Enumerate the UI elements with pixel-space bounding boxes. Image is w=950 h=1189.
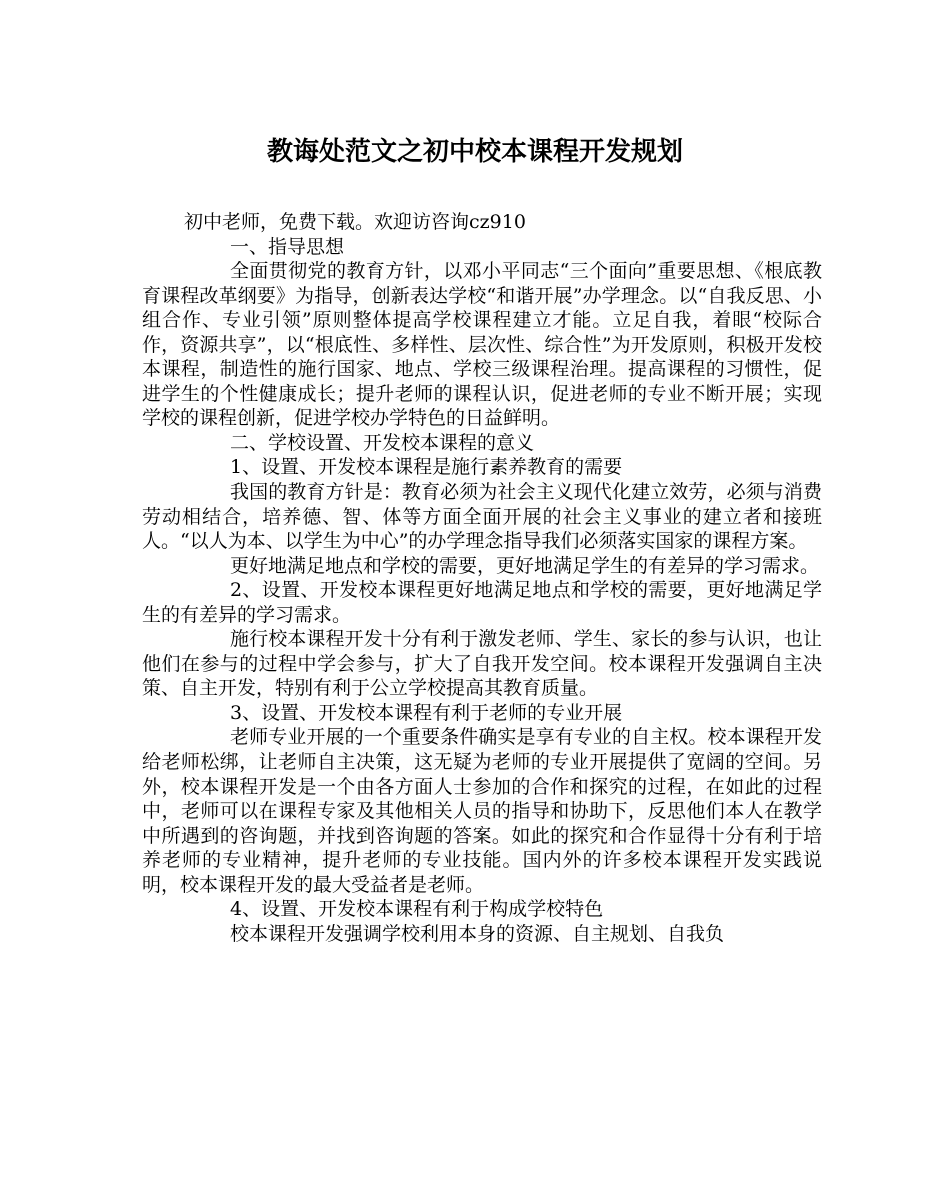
body-paragraph: 施行校本课程开发十分有利于激发老师、学生、家长的参与认识，也让他们在参与的过程中学会参与，扩大了自我开发空间。校本课程开发强调自主决策、自主开发，特别有利于公立学校提高其教育质量。: [142, 628, 822, 700]
subsection-heading: 4、设置、开发校本课程有利于构成学校特色: [230, 898, 604, 921]
section-heading: 一、指导思想: [230, 235, 345, 258]
body-paragraph: 老师专业开展的一个重要条件确实是享有专业的自主权。校本课程开发给老师松绑，让老师自主决策，这无疑为老师的专业开展提供了宽阔的空间。另外，校本课程开发是一个由各方面人士参加的合作和探究的过程，在如此的过程中，老师可以在课程专家及其他相关人员的指导和协助下，反思他们本人在教学中所遇到的咨询题，并找到咨询题的答案。如此的探究和合作显得十分有利于培养老师的专业精神，提升老师的专业技能。国内外的许多校本课程开发实践说明，校本课程开发的最大受益者是老师。: [142, 726, 822, 896]
body-paragraph: 我国的教育方针是：教育必须为社会主义现代化建立效劳，必须与消费劳动相结合，培养德、智、体等方面全面开展的社会主义事业的建立者和接班人。“以人为本、以学生为中心”的办学理念指导我们必须落实国家的课程方案。: [142, 481, 822, 553]
subsection-heading: 2、设置、开发校本课程更好地满足地点和学校的需要，更好地满足学生的有差异的学习需求。: [142, 579, 822, 626]
document-title: 教诲处范文之初中校本课程开发规划: [266, 137, 683, 167]
subsection-heading: 3、设置、开发校本课程有利于老师的专业开展: [230, 701, 623, 724]
section-heading: 二、学校设置、开发校本课程的意义: [230, 431, 535, 454]
body-paragraph: 校本课程开发强调学校利用本身的资源、自主规划、自我负: [230, 922, 725, 945]
body-paragraph: 更好地满足地点和学校的需要，更好地满足学生的有差异的学习需求。: [230, 554, 820, 577]
body-paragraph: 全面贯彻党的教育方针，以邓小平同志“三个面向”重要思想、《根底教育课程改革纲要》为指导，创新表达学校“和谐开展”办学理念。以“自我反思、小组合作、专业引领”原则整体提高学校课程建立才能。立足自我，着眼“校际合作，资源共享”，以“根底性、多样性、层次性、综合性”为开发原则，积极开发校本课程，制造性的施行国家、地点、学校三级课程治理。提高课程的习惯性，促进学生的个性健康成长；提升老师的课程认识，促进老师的专业不断开展；实现学校的课程创新，促进学校办学特色的日益鲜明。: [142, 260, 822, 430]
document-body: [142, 210, 822, 946]
subsection-heading: 1、设置、开发校本课程是施行素养教育的需要: [230, 456, 623, 479]
intro-line: 初中老师，免费下载。欢迎访咨询cz910: [184, 211, 526, 233]
